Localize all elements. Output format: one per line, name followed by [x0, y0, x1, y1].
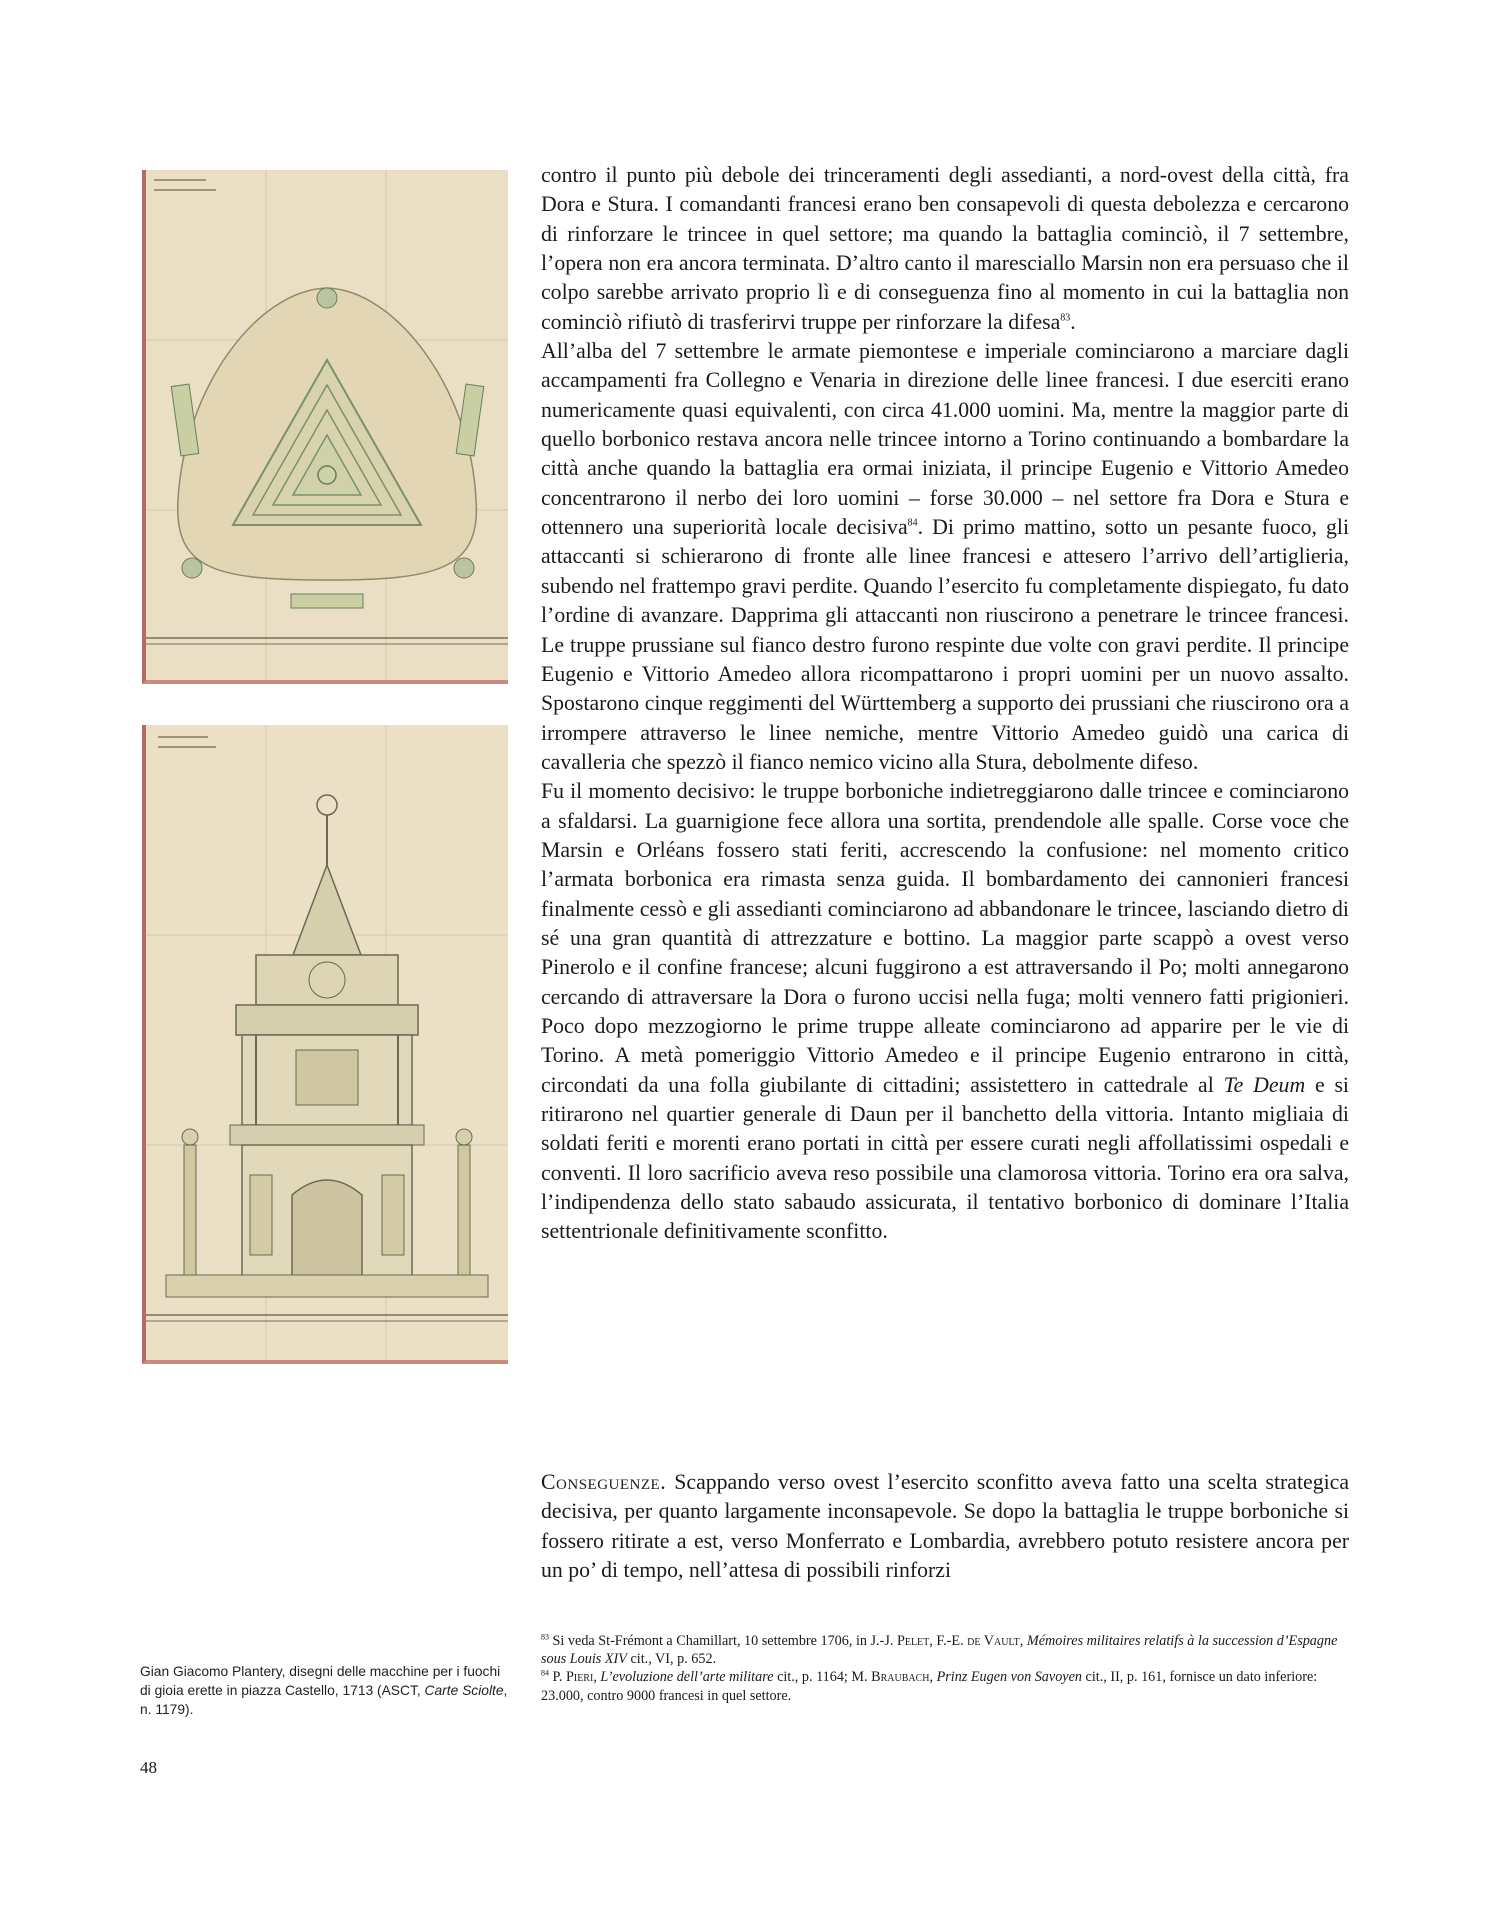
footnote-84-title-2: Prinz Eugen von Savoyen: [936, 1669, 1082, 1686]
paragraph-1-text: contro il punto più debole dei trinceramenti degli assedianti, a nord-ovest della città, fra Dora e Stura. I comandanti francesi erano ben consapevoli di questa debolezza e cercarono di rinforzare le trincee in quel settore; ma quando la battaglia cominciò, il 7 settembre, l’opera non era ancora terminata. D’altro canto il maresciallo Marsin non era persuaso che il colpo sarebbe arrivato proprio lì e di conseguenza fino al momento in cui la battaglia non cominciò rifiutò di trasferirvi truppe per rinforzare la difesa: [541, 163, 1349, 334]
paragraph-2: [541, 337, 1349, 777]
paragraph-2-text-a: All’alba del 7 settembre le armate piemontese e imperiale cominciarono a marciare dagli accampamenti fra Collegno e Venaria in direzione delle linee francesi. I due eserciti erano numericamente quasi equivalenti, con circa 41.000 uomini. Ma, mentre la maggior parte di quello borbonico restava ancora nelle trincee intorno a Torino continuando a bombardare la città anche quando la battaglia era ormai iniziata, il principe Eugenio e Vittorio Amedeo concentrarono il nerbo dei loro uomini – forse 30.000 – nel settore fra Dora e Stura e ottennero una superiorità locale decisiva: [541, 339, 1349, 540]
footnote-83-text-c: ,: [1019, 1633, 1027, 1649]
paragraph-4: [541, 1468, 1349, 1585]
body-text: [541, 161, 1349, 1247]
footnote-84-text-a: P.: [549, 1669, 566, 1686]
page-number: 48: [140, 1758, 157, 1777]
footnote-84-text-d: ,: [929, 1669, 937, 1686]
section-text: Scappando verso ovest l’esercito sconfitto aveva fatto una scelta strategica decisiva, per quanto largamente inconsapevole. Se dopo la battaglia le truppe borboniche si fossero ritirate a est, verso Monferrato e Lombardia, avrebbero potuto resistere ancora per un po’ di tempo, nell’attesa di possibili rinforzi: [541, 1470, 1349, 1583]
paragraph-2-text-b: . Di primo mattino, sotto un pesante fuoco, gli attaccanti si schierarono di fronte alle linee francesi e attesero l’arrivo dell’artiglieria, subendo nel frattempo gravi perdite. Quando l’esercito fu completamente dispiegato, fu dato l’ordine di avanzare. Dapprima gli attaccanti non riuscirono a penetrare le trincee francesi. Le truppe prussiane sul fianco destro furono respinte due volte con gravi perdite. Il principe Eugenio e Vittorio Amedeo allora ricompattarono i propri uomini per un nuovo assalto. Spostarono cinque reggimenti del Württemberg a supporto dei prussiani che riuscirono ora a irrompere attraverso le linee nemiche, mentre Vittorio Amedeo guidò una carica di cavalleria che spezzò il fianco nemico vicino alla Stura, debolmente difeso.: [541, 515, 1349, 774]
paragraph-1-end: .: [1070, 309, 1076, 334]
section-conseguenze: [541, 1468, 1349, 1585]
footnote-83-title: Mémoires militaires relatifs à la succession d’Espagne sous Louis XIV: [541, 1633, 1338, 1668]
caption-italic: Carte Sciolte: [424, 1683, 504, 1698]
figure-plan-drawing: [142, 170, 508, 684]
footnote-84-text-b: ,: [593, 1669, 601, 1686]
caption-text-a: Gian Giacomo Plantery, disegni delle macchine per i fuochi di gioia erette in piazza Castello, 1713 (ASCT,: [140, 1664, 501, 1698]
paragraph-3-text-a: Fu il momento decisivo: le truppe borboniche indietreggiarono dalle trincee e cominciarono a sfaldarsi. La guarnigione fece allora una sortita, prendendole alle spalle. Corse voce che Marsin e Orléans fossero stati feriti, accrescendo la confusione: nel momento critico l’armata borbonica era rimasta senza guida. Il bombardamento dei cannonieri francesi finalmente cessò e gli assedianti cominciarono ad abbandonare le trincee, lasciando dietro di sé una gran quantità di attrezzature e bottino. La maggior parte scappò a ovest verso Pinerolo e il confine francese; alcuni fuggirono a est attraversando il Po; molti annegarono cercando di attraversare la Dora o furono uccisi nella fuga; molti vennero fatti prigionieri. Poco dopo mezzogiorno le prime truppe alleate cominciarono ad apparire per le vie di Torino. A metà pomeriggio Vittorio Amedeo e il principe Eugenio entrarono in città, circondati da una folla giubilante di cittadini; assistettero in cattedrale al: [541, 779, 1349, 1097]
footnote-83-text-d: cit., VI, p. 652.: [626, 1651, 717, 1668]
paragraph-3: [541, 777, 1349, 1247]
paragraph-3-text-b: e si ritirarono nel quartier generale di Daun per il banchetto della vittoria. Intanto migliaia di soldati feriti e morenti erano portati in città per essere curati negli affollatissimi ospedali e conventi. Il loro sacrificio aveva reso possibile una clamorosa vittoria. Torino era ora salva, l’indipendenza dello stato sabaudo assicurata, il tentativo borbonico di dominare l’Italia settentrionale definitivamente sconfitto.: [541, 1072, 1349, 1244]
footnote-84-text-c: cit., p. 1164; M.: [773, 1669, 872, 1686]
footnote-83-author-2: de Vault: [967, 1633, 1020, 1649]
footnote-84-number: 84: [541, 1668, 549, 1678]
footnote-84-author-2: Braubach: [871, 1669, 930, 1686]
te-deum-italic: Te Deum: [1223, 1072, 1306, 1097]
footnote-83-author-1: Pelet: [896, 1633, 930, 1649]
section-heading: Conseguenze.: [541, 1470, 667, 1494]
plan-drawing-illustration: [146, 170, 508, 680]
elevation-drawing-illustration: [146, 725, 508, 1360]
footnote-84-text-e: cit., II, p. 161, fornisce un dato inferiore: 23.000, contro 9000 francesi in quel settore.: [541, 1669, 1318, 1704]
footnote-84: [541, 1668, 1349, 1704]
figure-elevation-drawing: [142, 725, 508, 1364]
footnote-84-author-1: Pieri: [565, 1669, 594, 1686]
footnote-ref-83[interactable]: 83: [1060, 312, 1071, 324]
caption-text-b: , n. 1179).: [140, 1683, 508, 1717]
footnotes: [541, 1632, 1349, 1705]
footnote-83-number: 83: [541, 1632, 549, 1642]
footnote-83-text-b: , F.-E.: [929, 1633, 968, 1649]
figure-caption: [140, 1662, 512, 1719]
footnote-83: [541, 1632, 1349, 1668]
footnote-84-title-1: L’evoluzione dell’arte militare: [600, 1669, 774, 1686]
footnote-83-text-a: Si veda St-Frémont a Chamillart, 10 settembre 1706, in J.-J.: [549, 1633, 897, 1649]
paragraph-1: [541, 161, 1349, 337]
footnote-ref-84[interactable]: 84: [907, 517, 918, 529]
